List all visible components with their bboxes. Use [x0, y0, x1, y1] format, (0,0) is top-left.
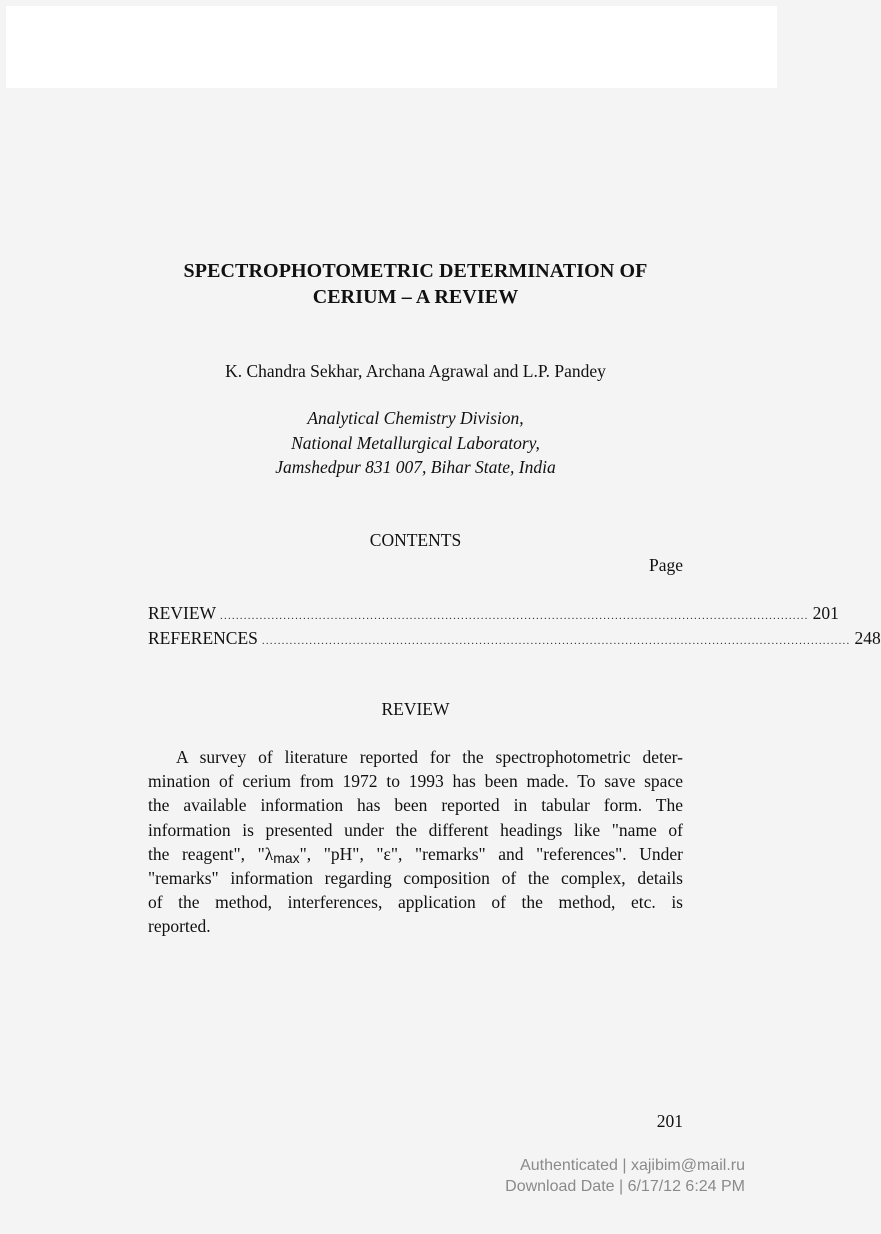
toc-entry-label: REFERENCES [148, 627, 258, 648]
affiliation-block [148, 406, 683, 480]
paragraph-line: the available information has been reported in tabular form. The [148, 795, 683, 816]
paragraph-line: A survey of literature reported for the spectrophotometric deter- [176, 747, 683, 767]
review-heading: REVIEW [381, 699, 450, 719]
top-blank-band [6, 6, 777, 88]
lambda-subscript: max [273, 849, 300, 866]
toc-entry-review[interactable] [148, 601, 839, 626]
paragraph-line: mination of cerium from 1972 to 1993 has been made. To save space [148, 771, 683, 792]
toc-entry-references[interactable] [148, 626, 881, 651]
paragraph-line: reported. [148, 916, 211, 937]
affiliation-line-2: National Metallurgical Laboratory, [291, 432, 540, 453]
article-title-line-1: SPECTROPHOTOMETRIC DETERMINATION OF [183, 260, 648, 282]
paragraph-line: "remarks" information regarding composition of the complex, details [148, 867, 683, 888]
toc-leader-dots: ..................................................................................................................................................... [261, 634, 851, 647]
toc-entry-page: 248 [854, 627, 881, 648]
page-number: 201 [656, 1111, 683, 1131]
toc-entry-label: REVIEW [148, 603, 217, 623]
review-paragraph [148, 745, 683, 939]
toc-leader-dots: ..................................................................................................................................................... [220, 610, 809, 622]
contents-heading: CONTENTS [369, 530, 462, 550]
paragraph-line-lambda [148, 842, 683, 866]
lambda-text-after: ", "pH", "ε", "remarks" and "references". Under [299, 843, 683, 864]
table-of-contents [148, 601, 881, 650]
article-title-line-2: CERIUM – A REVIEW [312, 286, 519, 308]
affiliation-line-1: Analytical Chemistry Division, [307, 408, 524, 428]
toc-entry-page: 201 [812, 603, 839, 623]
author-list: K. Chandra Sekhar, Archana Agrawal and L.P. Pandey [225, 361, 606, 381]
watermark-line-1: Authenticated | xajibim@mail.ru [520, 1157, 745, 1174]
download-watermark [505, 1156, 745, 1197]
lambda-text-before: the reagent", "λ [148, 843, 274, 864]
affiliation-line-3: Jamshedpur 831 007, Bihar State, India [275, 457, 556, 477]
paragraph-line: of the method, interferences, application of the method, etc. is [148, 892, 683, 913]
watermark-line-2: Download Date | 6/17/12 6:24 PM [505, 1177, 745, 1195]
paragraph-line: information is presented under the different headings like "name of [148, 819, 683, 840]
toc-page-column-label: Page [648, 555, 683, 575]
article-title [148, 258, 683, 310]
